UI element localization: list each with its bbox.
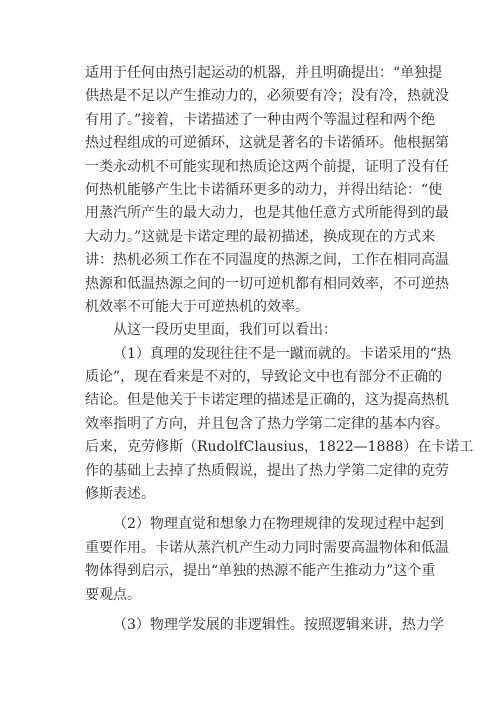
paragraph-line: 修斯表述。 xyxy=(85,486,155,503)
paragraph-line: 机效率不可能大于可逆热机的效率。 xyxy=(85,298,309,315)
paragraph-gap xyxy=(85,506,433,513)
paragraph-line: 供热是不足以产生推动力的，必须要有冷；没有冷，热就没 xyxy=(85,88,449,105)
paragraph-line: 要观点。 xyxy=(85,586,141,603)
paragraph-line: 适用于任何由热引起运动的机器，并且明确提出：“单独提 xyxy=(85,65,443,81)
paragraph-gap xyxy=(85,607,433,614)
paragraph-line: 效率指明了方向，并且包含了热力学第二定律的基本内容。 xyxy=(85,415,449,432)
paragraph-line: 热过程组成的可逆循环，这就是著名的卡诺循环。他根据第 xyxy=(85,135,449,152)
paragraph-line: 热源和低温热源之间的一切可逆机都有相同效率，不可逆热 xyxy=(85,275,449,292)
paragraph-line: 一类永动机不可能实现和热质论这两个前提，证明了没有任 xyxy=(85,158,449,175)
document-body xyxy=(85,62,474,637)
paragraph-line: （3）物理学发展的非逻辑性。按照逻辑来讲，热力学 xyxy=(113,616,444,633)
paragraph-line: 从这一段历史里面，我们可以看出： xyxy=(113,322,337,339)
paragraph-line: 作的基础上去掉了热质假说，提出了热力学第二定律的克劳 xyxy=(85,462,449,479)
paragraph-line: 物体得到启示，提出“单独的热源不能产生推动力”这个重 xyxy=(85,563,436,580)
paragraph-line: 有用了。”接着，卡诺描述了一种由两个等温过程和两个绝 xyxy=(85,111,436,128)
paragraph-line: 重要作用。卡诺从蒸汽机产生动力同时需要高温物体和低温 xyxy=(85,539,449,556)
paragraph-line: （2）物理直觉和想象力在物理规律的发现过程中起到 xyxy=(113,516,444,533)
paragraph-line: （1）真理的发现往往不是一蹴而就的。卡诺采用的“热 xyxy=(113,345,452,362)
paragraph-line: 后来，克劳修斯（RudolfClausius，1822—1888）在卡诺工 xyxy=(85,439,474,456)
paragraph-line: 何热机能够产生比卡诺循环更多的动力，并得出结论：“使 xyxy=(85,181,443,198)
paragraph-line: 结论。但是他关于卡诺定理的描述是正确的，这为提高热机 xyxy=(85,392,449,409)
paragraph-line: 大动力。”这就是卡诺定理的最初描述，换成现在的方式来 xyxy=(85,228,436,245)
paragraph-line: 质论”，现在看来是不对的，导致论文中也有部分不正确的 xyxy=(85,369,443,386)
paragraph-line: 用蒸汽所产生的最大动力，也是其他任意方式所能得到的最 xyxy=(85,205,449,222)
paragraph-line: 讲：热机必须工作在不同温度的热源之间，工作在相同高温 xyxy=(85,252,449,269)
